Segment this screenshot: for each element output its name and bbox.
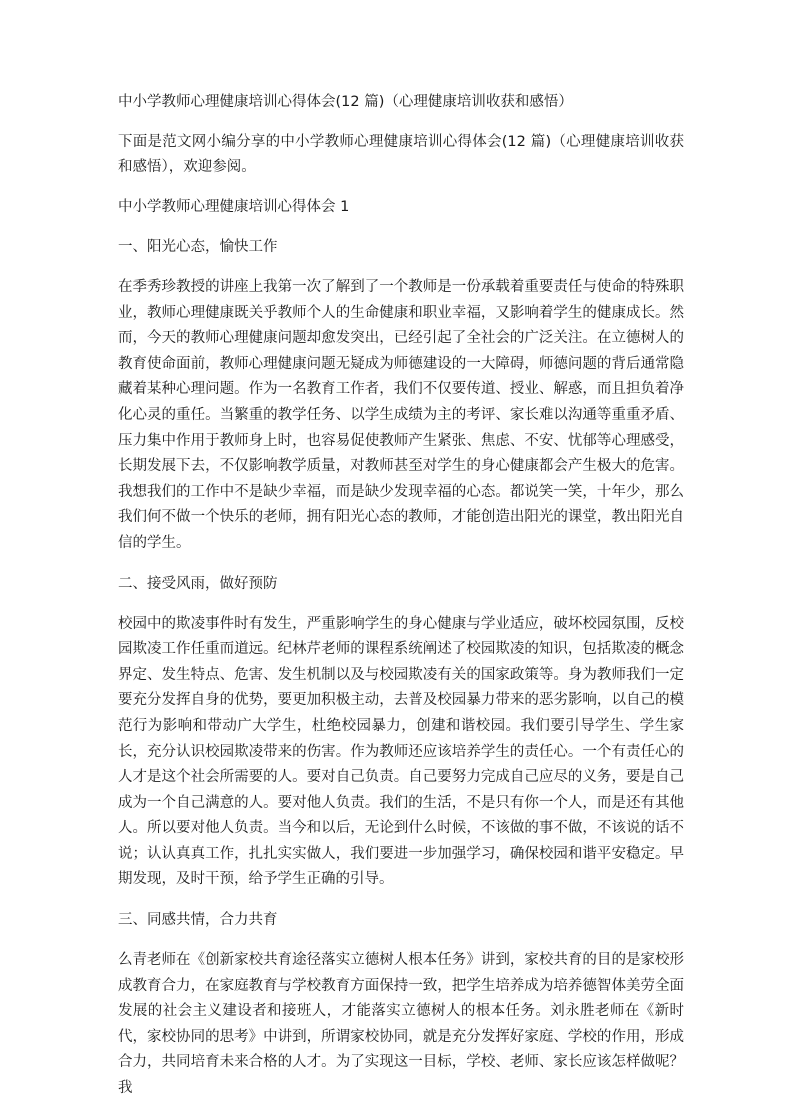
document-title: 中小学教师心理健康培训心得体会(12 篇)（心理健康培训收获和感悟） xyxy=(118,94,573,110)
section-body-1: 在季秀珍教授的讲座上我第一次了解到了一个教师是一份承载着重要责任与使命的特殊职业，教师心理健康既关乎教师个人的生命健康和职业幸福，又影响着学生的健康成长。然而，今天的教师心理健康问题却愈发突出，已经引起了全社会的广泛关注。在立德树人的教育使命面前，教师心理健康问题无疑成为师德建设的一大障碍，师德问题的背后通常隐藏着某种心理问题。作为一名教育工作者，我们不仅要传道、授业、解惑，而且担负着净化心灵的重任。当繁重的教学任务、以学生成绩为主的考评、家长难以沟通等重重矛盾、压力集中作用于教师身上时，也容易促使教师产生紧张、焦虑、不安、忧郁等心理感受，长期发展下去，不仅影响教学质量，对教师甚至对学生的身心健康都会产生极大的危害。我想我们的工作中不是缺少幸福，而是缺少发现幸福的心态。都说笑一笑，十年少，那么我们何不做一个快乐的老师，拥有阳光心态的教师，才能创造出阳光的课堂，教出阳光自信的学生。 xyxy=(118,279,684,551)
intro-paragraph: 下面是范文网小编分享的中小学教师心理健康培训心得体会(12 篇)（心理健康培训收获和感悟），欢迎参阅。 xyxy=(118,134,684,175)
section-body-3: 么青老师在《创新家校共育途径落实立德树人根本任务》讲到，家校共育的目的是家校形成教育合力，在家庭教育与学校教育方面保持一致，把学生培养成为培养德智体美劳全面发展的社会主义建设者和接班人，才能落实立德树人的根本任务。刘永胜老师在《新时代，家校协同的思考》中讲到，所谓家校协同，就是充分发挥好家庭、学校的作用，形成合力，共同培育未来合格的人才。为了实现这一目标，学校、老师、家长应该怎样做呢？我 xyxy=(118,952,684,1097)
section-heading-3: 三、同感共情，合力共育 xyxy=(118,912,278,929)
article-subtitle: 中小学教师心理健康培训心得体会 1 xyxy=(118,199,350,215)
section-heading-2: 二、接受风雨，做好预防 xyxy=(118,575,278,592)
document-page xyxy=(118,90,684,1117)
section-heading-1: 一、阳光心态，愉快工作 xyxy=(118,239,278,255)
section-body-2: 校园中的欺凌事件时有发生，严重影响学生的身心健康与学业适应，破坏校园氛围，反校园欺凌工作任重而道远。纪林芹老师的课程系统阐述了校园欺凌的知识，包括欺凌的概念界定、发生特点、危害、发生机制以及与校园欺凌有关的国家政策等。身为教师我们一定要充分发挥自身的优势，要更加积极主动，去普及校园暴力带来的恶劣影响，以自己的模范行为影响和带动广大学生，杜绝校园暴力，创建和谐校园。我们要引导学生、学生家长，充分认识校园欺凌带来的伤害。作为教师还应该培养学生的责任心。一个有责任心的人才是这个社会所需要的人。要对自己负责。自己要努力完成自己应尽的义务，要是自己成为一个自己满意的人。要对他人负责。我们的生活，不是只有你一个人，而是还有其他人。所以要对他人负责。当今和以后，无论到什么时候，不该做的事不做，不该说的话不说；认认真真工作，扎扎实实做人，我们要进一步加强学习，确保校园和谐平安稳定。早期发现，及时干预，给予学生正确的引导。 xyxy=(118,615,684,888)
